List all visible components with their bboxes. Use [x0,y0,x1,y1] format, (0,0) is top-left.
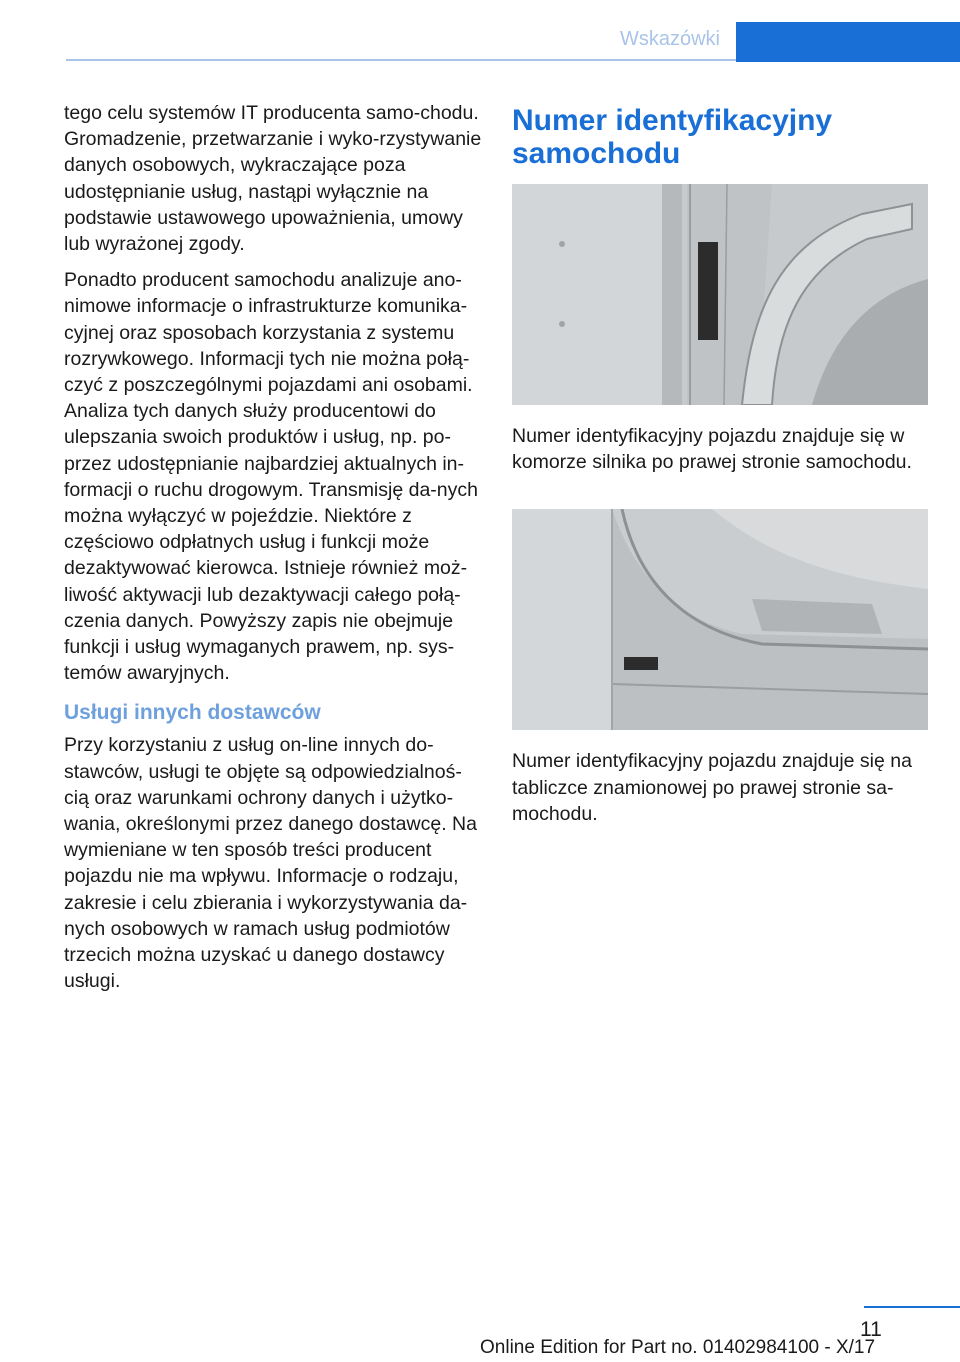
door-sill-plate-image [512,509,928,730]
section-heading: Numer identyfikacyjny samochodu [512,104,833,170]
engine-bay-vin-image [512,184,928,405]
caption-door-sill: Numer identyfikacyjny pojazdu znajduje się na tabliczce znamionowej po prawej stronie sa-mochodu. [512,750,912,825]
page-number: 11 [860,1318,882,1341]
footer-rule [864,1306,960,1308]
paragraph-1: tego celu systemów IT producenta samo-chodu. Gromadzenie, przetwarzanie i wyko-rzystywanie danych osobowych, wykraczające poza udostępnianie usług, nastąpi wyłącznie na podstawie ustawowego upoważnienia, umowy lub wyrażonej zgody. [64,102,482,256]
caption-engine-bay: Numer identyfikacyjny pojazdu znajduje się w komorze silnika po prawej stronie samochodu. [512,425,912,474]
paragraph-3: Przy korzystaniu z usług on-line innych do-stawców, usługi te objęte są odpowiedzialnoś-cią oraz warunkami ochrony danych i użytko-wania, określonymi przez danego dostawcę. Na wymieniane w ten sposób treści producent pojazdu nie ma wpływu. Informacje o rodzaju, zakresie i celu zbierania i wykorzystywania da-nych osobowych w ramach usług podmiotów trzecich można uzyskać u danego dostawcy usługi. [64,734,477,993]
header-rule [66,59,736,61]
paragraph-2: Ponadto producent samochodu analizuje ano-nimowe informacje o infrastrukturze komunika-cyjnej oraz sposobach korzystania z systemu rozrywkowego. Informacji tych nie można połą-czyć z poszczególnymi pojazdami ani osobami. Analiza tych danych służy producentowi do ulepszania swoich produktów i usług, np. po-przez udostępnianie najbardziej aktualnych in-formacji o ruchu drogowym. Transmisję da-nych można wyłączyć w pojeździe. Niektóre z częściowo odpłatnych usług i funkcji może dezaktywować kierowca. Istnieje również moż-liwość aktywacji lub dezaktywacji całego połą-czenia danych. Powyższy zapis nie obejmuje funkcji i usług wymaganych prawem, np. sys-temów awaryjnych. [64,269,478,685]
right-column [512,104,932,861]
subheading-third-party: Usługi innych dostawców [64,701,321,725]
left-column [64,100,484,1005]
edition-footer: Online Edition for Part no. 01402984100 - X/17 [480,1337,876,1358]
header-accent-block [736,22,960,62]
header-title: Wskazówki [619,28,720,50]
